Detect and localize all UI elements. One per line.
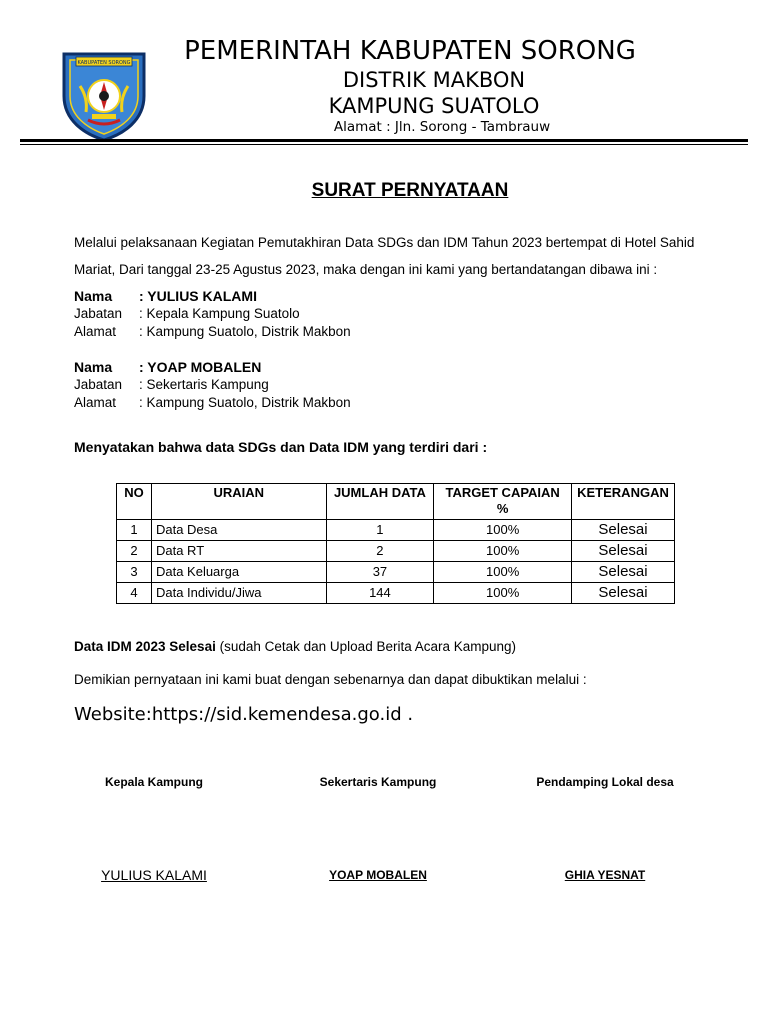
person-2-name-label: Nama xyxy=(74,359,113,375)
signature-role-pendamping: Pendamping Lokal desa xyxy=(536,775,674,789)
cell-no: 2 xyxy=(117,541,152,562)
person-2-jabatan-value: : Sekertaris Kampung xyxy=(139,377,269,392)
intro-line-2: Mariat, Dari tanggal 23-25 Agustus 2023, maka dengan ini kami yang bertandatangan dibawa ini : xyxy=(74,262,658,277)
person-1-jabatan-row xyxy=(74,306,300,321)
cell-target: 100% xyxy=(434,520,572,541)
header-village: KAMPUNG SUATOLO xyxy=(328,94,540,118)
cell-no: 3 xyxy=(117,562,152,583)
col-header-no: NO xyxy=(117,484,152,520)
data-table xyxy=(116,483,675,604)
person-1-jabatan-value: : Kepala Kampung Suatolo xyxy=(139,306,300,321)
person-1-name-label: Nama xyxy=(74,288,113,304)
cell-jumlah: 144 xyxy=(326,583,434,604)
col-header-uraian: URAIAN xyxy=(151,484,326,520)
statement-text: Menyatakan bahwa data SDGs dan Data IDM yang terdiri dari : xyxy=(74,439,488,455)
cell-target: 100% xyxy=(434,562,572,583)
intro-line-1: Melalui pelaksanaan Kegiatan Pemutakhiran Data SDGs dan IDM Tahun 2023 bertempat di Hotel Sahid xyxy=(74,235,695,250)
table-row xyxy=(117,583,675,604)
idm-note-detail: (sudah Cetak dan Upload Berita Acara Kampung) xyxy=(215,639,517,654)
signature-role-kepala: Kepala Kampung xyxy=(104,775,203,789)
person-2-alamat-row xyxy=(74,395,351,410)
person-2-alamat-value: : Kampung Suatolo, Distrik Makbon xyxy=(139,395,351,410)
header-district: DISTRIK MAKBON xyxy=(342,68,526,92)
cell-keterangan: Selesai xyxy=(571,562,674,583)
person-1-alamat-label: Alamat xyxy=(74,324,117,339)
document-title: SURAT PERNYATAAN xyxy=(311,180,509,201)
header-government: PEMERINTAH KABUPATEN SORONG xyxy=(184,36,636,66)
cell-jumlah: 2 xyxy=(326,541,434,562)
person-1-name-value: : YULIUS KALAMI xyxy=(139,288,257,304)
cell-target: 100% xyxy=(434,583,572,604)
cell-uraian: Data Keluarga xyxy=(151,562,326,583)
col-header-target: TARGET CAPAIAN % xyxy=(434,484,572,520)
person-1-jabatan-label: Jabatan xyxy=(74,306,123,321)
col-header-keterangan: KETERANGAN xyxy=(571,484,674,520)
cell-uraian: Data RT xyxy=(151,541,326,562)
idm-note-bold: Data IDM 2023 Selesai xyxy=(74,639,216,654)
person-1-name-row xyxy=(74,288,257,304)
signature-name-sekertaris: YOAP MOBALEN xyxy=(329,868,427,882)
signature-name-kepala: YULIUS KALAMI xyxy=(101,867,207,883)
person-1-alamat-value: : Kampung Suatolo, Distrik Makbon xyxy=(139,324,351,339)
person-2-alamat-label: Alamat xyxy=(74,395,117,410)
cell-keterangan: Selesai xyxy=(571,583,674,604)
svg-text:KABUPATEN SORONG: KABUPATEN SORONG xyxy=(77,60,131,66)
idm-note xyxy=(74,639,516,654)
person-2-jabatan-row xyxy=(74,377,269,392)
table-row xyxy=(117,562,675,583)
cell-jumlah: 1 xyxy=(326,520,434,541)
person-2-jabatan-label: Jabatan xyxy=(74,377,123,392)
person-1-alamat-row xyxy=(74,324,351,339)
website-text: Website:https://sid.kemendesa.go.id . xyxy=(74,704,414,725)
header-address: Alamat : Jln. Sorong - Tambrauw xyxy=(333,119,551,135)
cell-keterangan: Selesai xyxy=(571,541,674,562)
cell-no: 1 xyxy=(117,520,152,541)
person-2-name-row xyxy=(74,359,261,375)
cell-uraian: Data Desa xyxy=(151,520,326,541)
cell-target: 100% xyxy=(434,541,572,562)
cell-keterangan: Selesai xyxy=(571,520,674,541)
cell-jumlah: 37 xyxy=(326,562,434,583)
header-divider-thin xyxy=(20,144,748,145)
table-row xyxy=(117,541,675,562)
table-row xyxy=(117,520,675,541)
signature-role-sekertaris: Sekertaris Kampung xyxy=(319,775,437,789)
header-divider-thick xyxy=(20,139,748,142)
cell-no: 4 xyxy=(117,583,152,604)
closing-text: Demikian pernyataan ini kami buat dengan sebenarnya dan dapat dibuktikan melalui : xyxy=(74,672,587,687)
cell-uraian: Data Individu/Jiwa xyxy=(151,583,326,604)
signature-name-pendamping: GHIA YESNAT xyxy=(564,868,646,882)
table-header-row xyxy=(117,484,675,520)
col-header-jumlah: JUMLAH DATA xyxy=(326,484,434,520)
person-2-name-value: : YOAP MOBALEN xyxy=(139,359,262,375)
